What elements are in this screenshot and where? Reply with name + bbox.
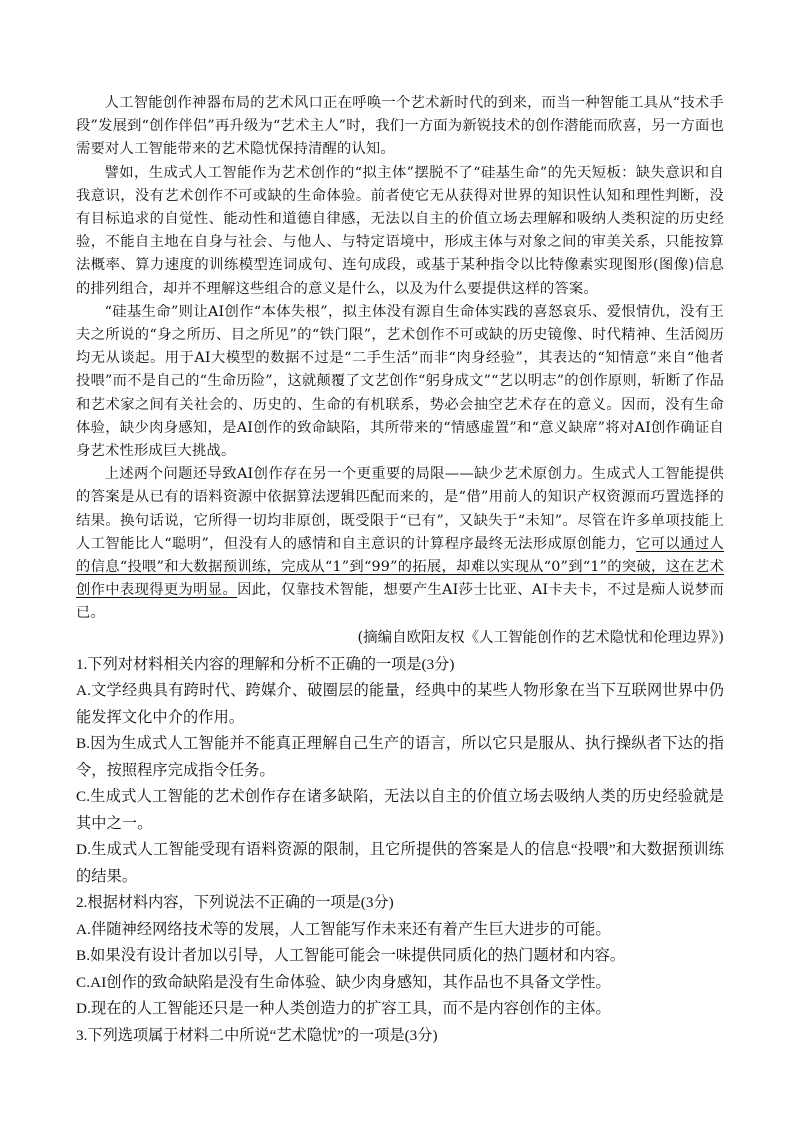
question-2-option-a: A.伴随神经网络技术等的发展，人工智能写作未来还有着产生巨大进步的可能。 bbox=[76, 920, 611, 938]
question-2-option-c: C.AI创作的致命缺陷是没有生命体验、缺少肉身感知，其作品也不具备文学性。 bbox=[76, 973, 611, 991]
passage-paragraph: 人工智能创作神器布局的艺术风口正在呼唤一个艺术新时代的到来，而当一种智能工具从“技术手段”发展到“创作伴侣”再升级为“艺术主人”时，我们一方面为新锐技术的创作潜能而欣喜，另一方面也需要对人工智能带来的艺术隐忧保持清醒的认知。 bbox=[76, 95, 724, 158]
question-1-option-a: A.文学经典具有跨时代、跨媒介、破圈层的能量，经典中的某些人物形象在当下互联网世界中仍能发挥文化中介的作用。 bbox=[76, 682, 724, 726]
question-2-option-b: B.如果没有设计者加以引导，人工智能可能会一味提供同质化的热门题材和内容。 bbox=[76, 947, 626, 965]
question-1-option-d: D.生成式人工智能受现有语料资源的限制，且它所提供的答案是人的信息“投喂”和大数据预训练的结果。 bbox=[76, 841, 724, 885]
passage-paragraph: 譬如，生成式人工智能作为艺术创作的“拟主体”摆脱不了“硅基生命”的先天短板：缺失意识和自我意识，没有艺术创作不可或缺的生命体验。前者使它无从获得对世界的知识性认知和理性判断，没有目标追求的自觉性、能动性和道德自律感，无法以自主的价值立场去理解和吸纳人类积淀的历史经验，不能自主地在自身与社会、与他人、与特定语境中，形成主体与对象之间的审美关系，只能按算法概率、算力速度的训练模型连词成句、连句成段，或基于某种指令以比特像素实现图形(图像)信息的排列组合，却并不理解这些组合的意义是什么，以及为什么要提供这样的答案。 bbox=[76, 164, 724, 297]
question-list bbox=[76, 652, 724, 1050]
question-2-stem: 2.根据材料内容，下列说法不正确的一项是(3分) bbox=[76, 894, 394, 912]
passage-source: (摘编自欧阳友权《人工智能创作的艺术隐忧和伦理边界》) bbox=[357, 629, 724, 646]
paragraph-text: 上述两个问题还导致AI创作存在另一个更重要的局限——缺少艺术原创力。生成式人工智能提供的答案是从已有的语料资源中依据算法逻辑匹配而来的，是“借”用前人的知识产权资源而巧置选择的结果。换句话说，它所得一切均非原创，既受限于“已有”，又缺失于“未知”。尽管在许多单项技能上人工智能比人“聪明”，但没有人的感情和自主意识的计算程序最终无法形成原创能力， bbox=[76, 466, 724, 552]
reading-passage bbox=[76, 92, 724, 626]
paragraph-text: 因此，仅靠技术智能，想要产生AI莎士比亚、AI卡夫卡，不过是痴人说梦而已。 bbox=[76, 582, 724, 622]
question-1-option-c: C.生成式人工智能的艺术创作存在诸多缺陷，无法以自主的价值立场去吸纳人类的历史经验就是其中之一。 bbox=[76, 788, 724, 832]
passage-paragraph: “硅基生命”则让AI创作“本体失根”，拟主体没有源自生命体实践的喜怒哀乐、爱恨情仇，没有王夫之所说的“身之所历、目之所见”的“铁门限”，艺术创作不可或缺的历史镜像、时代精神、生活阅历均无从谈起。用于AI大模型的数据不过是“二手生活”而非“肉身经验”，其表达的“知情意”来自“他者投喂”而不是自己的“生命历险”，这就颠覆了文艺创作“躬身成文”“艺以明志”的创作原则，斩断了作品和艺术家之间有关社会的、历史的、生命的有机联系，势必会抽空艺术存在的意义。因而，没有生命体验，缺少肉身感知，是AI创作的致命缺陷，其所带来的“情感虚置”和“意义缺席”将对AI创作确证自身艺术性形成巨大挑战。 bbox=[76, 303, 724, 460]
question-3-stem: 3.下列选项属于材料二中所说“艺术隐忧”的一项是(3分) bbox=[76, 1026, 438, 1044]
passage-paragraph bbox=[76, 463, 724, 625]
question-2-option-d: D.现在的人工智能还只是一种人类创造力的扩容工具，而不是内容创作的主体。 bbox=[76, 1000, 611, 1018]
question-1-option-b: B.因为生成式人工智能并不能真正理解自己生产的语言，所以它只是服从、执行操纵者下达的指令，按照程序完成指令任务。 bbox=[76, 735, 724, 779]
question-1-stem: 1.下列对材料相关内容的理解和分析不正确的一项是(3分) bbox=[76, 655, 455, 673]
underlined-sentence: 它可以通过人的信息“投喂”和大数据预训练，完成从“1”到“99”的拓展，却难以实现从“0”到“1”的突破，这在艺术创作中表现得更为明显。 bbox=[76, 535, 724, 599]
